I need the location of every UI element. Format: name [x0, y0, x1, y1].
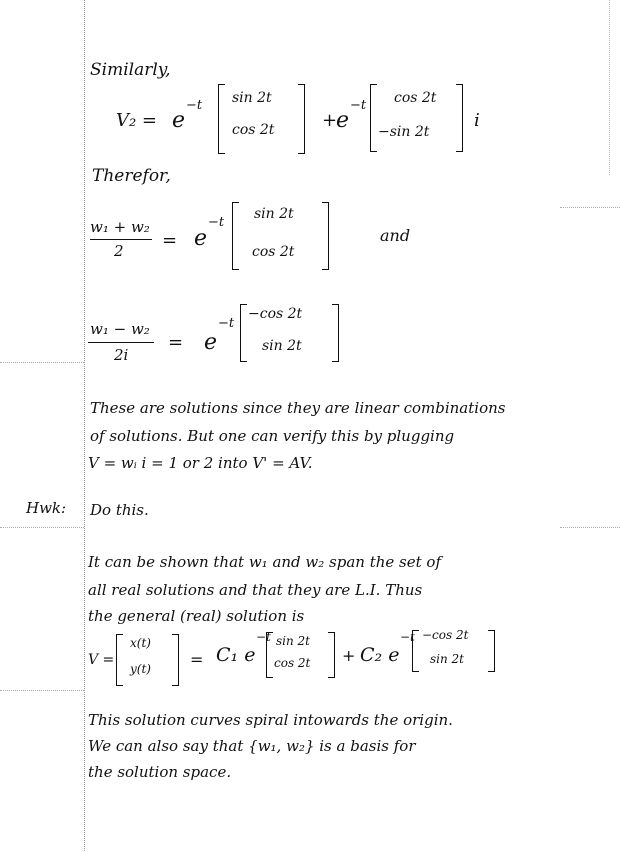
left-bracket [266, 632, 273, 678]
left-bracket [232, 202, 239, 270]
fraction-numerator: w₁ + w₂ [90, 218, 150, 236]
fraction-denominator: 2i [114, 346, 129, 364]
text-do-this: Do this. [90, 501, 149, 519]
text-and: and [380, 226, 411, 245]
page-rule [560, 527, 620, 528]
paragraph-line: all real solutions and that they are L.I. Thus [88, 581, 423, 599]
exponent: −t [218, 316, 235, 331]
left-bracket [116, 634, 123, 686]
right-bracket [328, 632, 335, 678]
v-lhs: V = [88, 652, 115, 668]
vector-entry: cos 2t [252, 244, 295, 260]
vector-entry: x(t) [130, 636, 151, 650]
paragraph-line: V = wᵢ i = 1 or 2 into V' = AV. [88, 454, 313, 472]
margin-rule [84, 0, 85, 851]
exponent: −t [350, 98, 367, 113]
left-bracket [412, 630, 419, 672]
vector-entry: sin 2t [430, 652, 464, 666]
paragraph-line: It can be shown that w₁ and w₂ span the set of [88, 553, 441, 571]
exponent: −t [256, 630, 271, 644]
vector-entry: sin 2t [262, 338, 302, 354]
exp-base: e [194, 226, 208, 251]
vector-entry: cos 2t [274, 656, 311, 670]
paragraph-line: the solution space. [88, 763, 232, 781]
exp-base: e [172, 108, 186, 133]
right-bracket [456, 84, 463, 152]
vector-entry: cos 2t [394, 90, 437, 106]
right-bracket [322, 202, 329, 270]
paragraph-line: These are solutions since they are linear combinations [90, 399, 506, 417]
exp-base: e [336, 108, 350, 133]
right-bracket [298, 84, 305, 154]
vector-entry: sin 2t [276, 634, 310, 648]
constant-term: C₂ e [360, 644, 400, 666]
page-rule [0, 527, 84, 528]
trailing-i: i [474, 110, 480, 131]
right-bracket [332, 304, 339, 362]
exponent: −t [186, 98, 203, 113]
right-bracket [488, 630, 495, 672]
left-bracket [370, 84, 377, 152]
exponent: −t [208, 215, 225, 230]
exponent: −t [400, 630, 415, 644]
paragraph-line: We can also say that {w₁, w₂} is a basis for [88, 737, 416, 755]
equals-sign: = [162, 230, 178, 251]
v2-lhs: V₂ = [116, 110, 158, 131]
plus-sign: + [322, 110, 338, 131]
plus-sign: + [342, 646, 356, 665]
paragraph-line: This solution curves spiral intowards the origin. [88, 711, 453, 729]
equals-sign: = [190, 650, 204, 669]
fraction-bar [88, 342, 154, 343]
left-bracket [240, 304, 247, 362]
fraction-numerator: w₁ − w₂ [90, 320, 150, 338]
paragraph-line: of solutions. But one can verify this by plugging [90, 427, 455, 445]
right-margin-rule [609, 0, 610, 175]
vector-entry: cos 2t [232, 122, 275, 138]
page-rule [0, 362, 84, 363]
vector-entry: sin 2t [232, 90, 272, 106]
exp-base: e [204, 330, 218, 355]
text-similarly: Similarly, [90, 60, 171, 80]
right-bracket [172, 634, 179, 686]
left-bracket [218, 84, 225, 154]
vector-entry: −cos 2t [422, 628, 469, 642]
fraction-denominator: 2 [114, 242, 124, 260]
constant-term: C₁ e [216, 644, 256, 666]
fraction-bar [90, 239, 152, 240]
hwk-label: Hwk: [26, 499, 67, 517]
vector-entry: y(t) [130, 662, 151, 676]
page-rule [560, 207, 620, 208]
equals-sign: = [168, 332, 184, 353]
vector-entry: −sin 2t [378, 124, 430, 140]
page-rule [0, 690, 84, 691]
vector-entry: −cos 2t [248, 306, 303, 322]
vector-entry: sin 2t [254, 206, 294, 222]
text-therefor: Therefor, [92, 166, 171, 186]
paragraph-line: the general (real) solution is [88, 607, 305, 625]
